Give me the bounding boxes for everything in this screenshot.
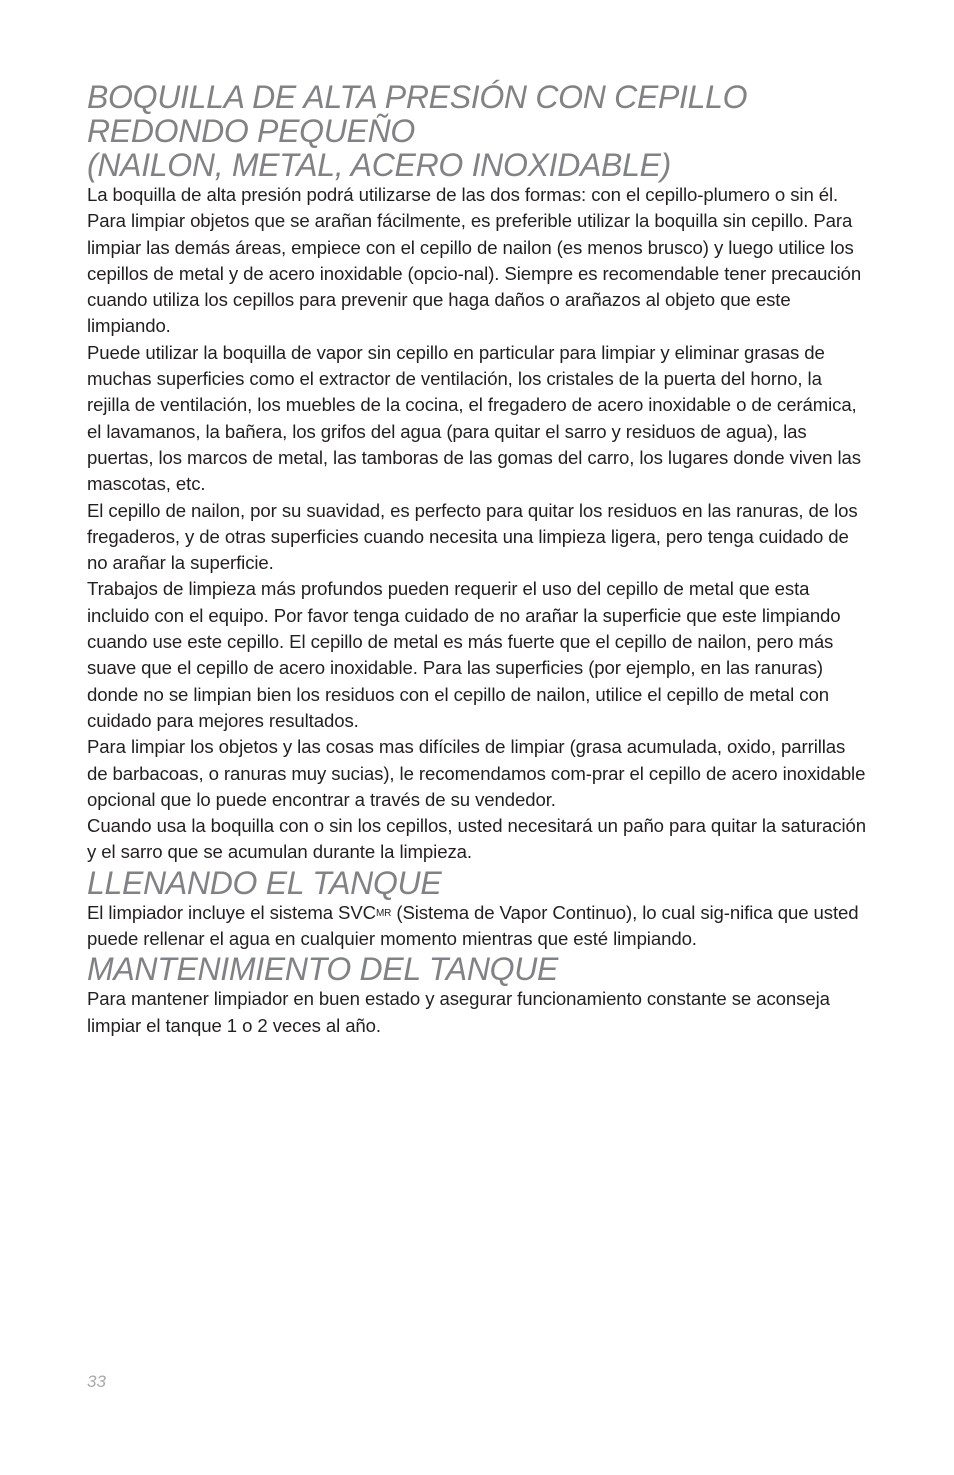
paragraph: Para limpiar objetos que se arañan fácilmente, es preferible utilizar la boquilla sin cepillo. Para limpiar las demás áreas, empiece con el cepillo de nailon (es menos brusco) y luego utilice los cepillos de metal y de acero inoxidable (opcio-nal). Siempre es recomendable tener precaución cuando utiliza los cepillos para prevenir que haga daños o arañazos al objeto que este limpiando. <box>87 210 862 337</box>
title-line: REDONDO PEQUEÑO <box>87 113 415 149</box>
title-line: (NAILON, METAL, ACERO INOXIDABLE) <box>87 147 671 183</box>
section-title-filling-tank: LLENANDO EL TANQUE <box>87 864 442 901</box>
trademark-mark: MR <box>375 907 392 919</box>
paragraph: Trabajos de limpieza más profundos pueden requerir el uso del cepillo de metal que esta incluido con el equipo. Por favor tenga cuidado de no arañar la superficie que este limpiando cuando use este cepillo. El cepillo de metal es más fuerte que el cepillo de nailon, pero más suave que el cepillo de acero inoxidable. Para las superficies (por ejemplo, en las ranuras) donde no se limpian bien los residuos con el cepillo de nailon, utilice el cepillo de metal con cuidado para mejores resultados. <box>87 578 841 731</box>
title-line: BOQUILLA DE ALTA PRESIÓN CON CEPILLO <box>87 79 748 115</box>
paragraph: El cepillo de nailon, por su suavidad, es perfecto para quitar los residuos en las ranuras, de los fregaderos, y de otras superficies cuando necesita una limpieza ligera, pero tenga cuidado de no arañar la superficie. <box>87 499 858 574</box>
section-title-tank-maintenance: MANTENIMIENTO DEL TANQUE <box>87 951 559 988</box>
paragraph: Puede utilizar la boquilla de vapor sin cepillo en particular para limpiar y eliminar grasas de muchas superficies como el extractor de ventilación, los cristales de la puerta del horno, la rejilla de ventilación, los muebles de la cocina, el fregadero de acero inoxidable o de cerámica, el lavamanos, la bañera, los grifos del agua (para quitar el sarro y residuos de agua), las puertas, los marcos de metal, las tamboras de las gomas del carro, los lugares donde viven las mascotas, etc. <box>87 341 861 495</box>
manual-page <box>87 80 869 1039</box>
svc-text-end: (Sistema de Vapor Continuo), lo cual sig-nifica que usted puede rellenar el agua en cualquier momento mientras que esté limpiando. <box>87 901 859 950</box>
paragraph: La boquilla de alta presión podrá utilizarse de las dos formas: con el cepillo-plumero o sin él. <box>87 184 839 205</box>
paragraph-svc <box>87 900 869 953</box>
page-number: 33 <box>87 1372 106 1391</box>
section-title-nozzle <box>87 80 869 182</box>
paragraph: Cuando usa la boquilla con o sin los cepillos, usted necesitará un paño para quitar la saturación y el sarro que se acumulan durante la limpieza. <box>87 815 866 863</box>
svc-text-start: El limpiador incluye el sistema SVC <box>87 901 376 923</box>
paragraph-maintenance: Para mantener limpiador en buen estado y asegurar funcionamiento constante se aconseja limpiar el tanque 1 o 2 veces al año. <box>87 988 830 1036</box>
paragraph: Para limpiar los objetos y las cosas mas difíciles de limpiar (grasa acumulada, oxido, parrillas de barbacoas, o ranuras muy sucias), le recomendamos com-prar el cepillo de acero inoxidable opcional que lo puede encontrar a través de su vendedor. <box>87 736 866 810</box>
